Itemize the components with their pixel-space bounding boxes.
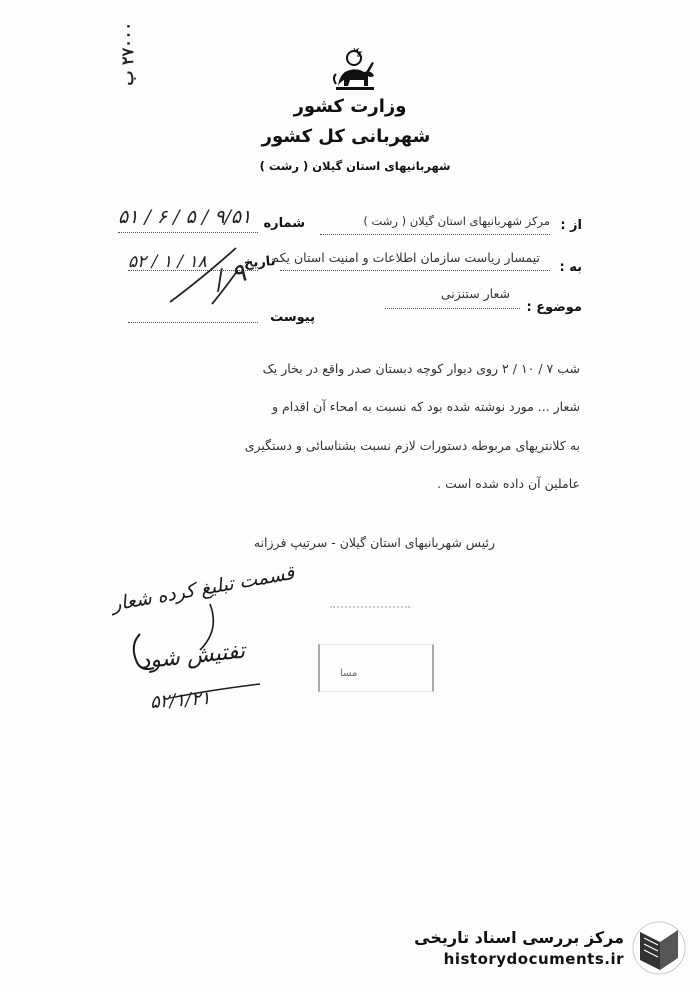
to-value: تیمسار ریاست سازمان اطلاعات و امنیت استان یکم (271, 250, 540, 265)
date-handwritten: ۹ / (211, 257, 250, 297)
lion-and-sun-emblem-icon (328, 46, 380, 94)
body-line-4: عاملین آن داده شده است . (437, 476, 580, 491)
to-dotline (280, 270, 550, 271)
attachment-dotline (128, 322, 258, 323)
ministry-title: وزارت کشور (293, 96, 407, 117)
body-line-2: شعار ... مورد نوشته شده بود که نسبت به امحاء آن اقدام و (271, 399, 580, 414)
watermark-url: historydocuments.ir (443, 950, 624, 968)
faint-mark (330, 606, 410, 608)
province-subtitle: شهربانیهای استان گیلان ( رشت ) (259, 159, 451, 173)
handwritten-note-line-2: تفتیش شود (138, 638, 247, 675)
subject-dotline (385, 308, 520, 309)
body-line-3: به کلانتریهای مربوطه دستورات لازم نسبت بشناسائی و دستگیری (244, 438, 580, 453)
subject-label: موضوع : (526, 300, 582, 315)
handwritten-note-line-1: قسمت تبلیغ کرده شعار (110, 561, 296, 616)
body-line-1: شب ۷ / ۱۰ / ۲ روی دیوار کوچه دبستان صدر واقع در بخار یک (262, 361, 580, 376)
number-dotline (118, 232, 258, 233)
from-label: از : (560, 218, 582, 233)
stamp-box (318, 644, 434, 692)
to-label: به : (559, 260, 582, 275)
number-label: شماره (263, 216, 305, 231)
date-label: تاریخ (243, 253, 276, 272)
signature-line: رئیس شهربانیهای استان گیلان - سرتیپ فرزانه (253, 535, 495, 550)
stamp-text: مسا (340, 668, 358, 679)
date-stroke-marks (160, 240, 270, 310)
handwritten-note-date: ۵۲/۱/۲۱ (149, 687, 212, 714)
from-value: مرکز شهربانیهای استان گیلان ( رشت ) (363, 214, 550, 228)
margin-number: ۲۷۰۰۰ ب (118, 22, 137, 86)
handwriting-strokes (110, 580, 310, 710)
subject-value: شعار ستنزنی (440, 286, 510, 301)
date-value: ۱۸ / ۱ / ۵۲ (128, 252, 207, 272)
number-value: ۹/۵۱ / ۵ / ۶ / ۵۱ (118, 206, 252, 228)
book-logo-icon (630, 920, 688, 976)
watermark-title: مرکز بررسی اسناد تاریخی (414, 928, 624, 947)
police-title: شهربانی کل کشور (261, 126, 431, 147)
watermark (408, 916, 688, 976)
attachment-label: پیوست (270, 310, 315, 325)
from-dotline (320, 234, 550, 235)
